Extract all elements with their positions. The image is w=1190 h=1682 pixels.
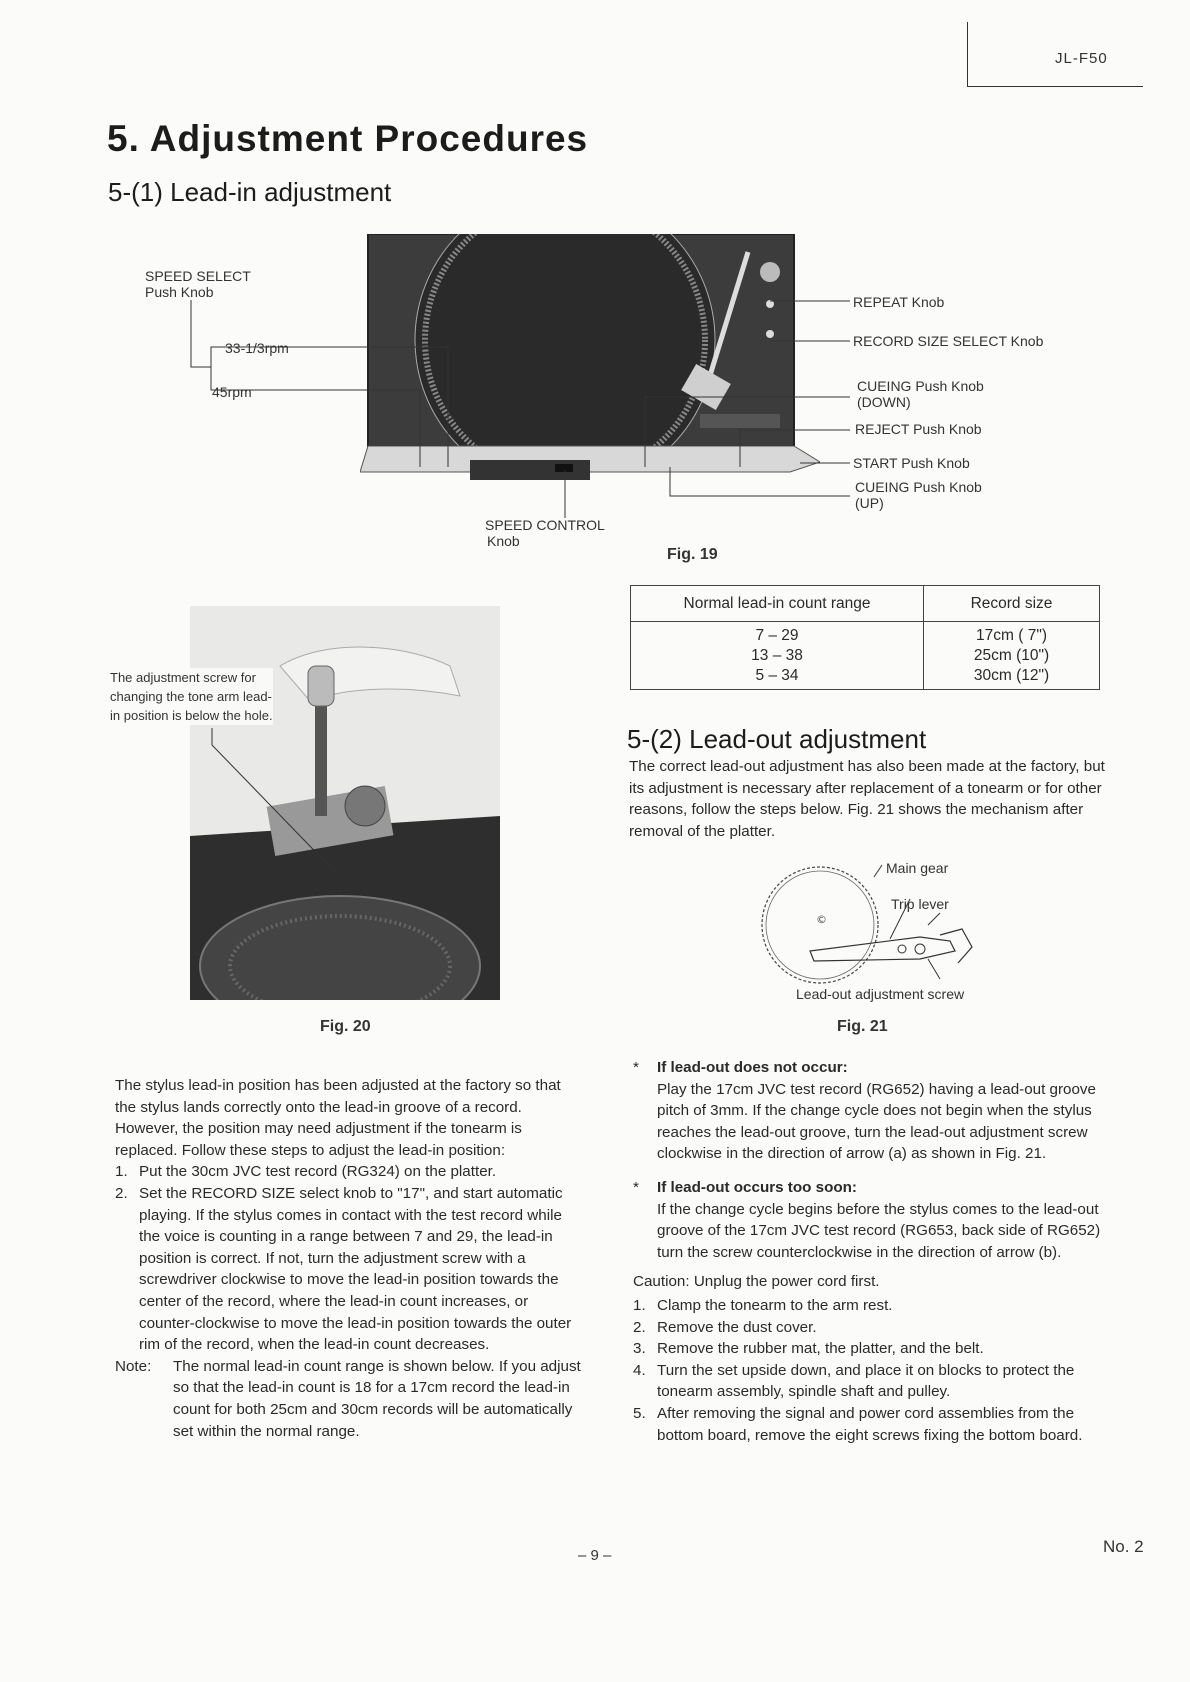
step-number: 1.	[633, 1296, 646, 1314]
step-text: Remove the rubber mat, the platter, and the belt.	[657, 1340, 984, 1358]
disassembly-step	[633, 1338, 1113, 1360]
case1-title: If lead-out does not occur:	[657, 1059, 848, 1076]
step-number: 2.	[633, 1318, 646, 1336]
disassembly-step	[633, 1360, 1113, 1403]
lead-in-count-table	[630, 585, 1100, 690]
label-repeat-knob: REPEAT Knob	[853, 294, 945, 310]
subsection-lead-out-title: 5-(2) Lead-out adjustment	[627, 724, 927, 754]
case2-text: If the change cycle begins before the stylus comes to the lead-out groove of the 17cm JVC test record (RG653, back side of RG652) turn the screw counterclockwise in the direction of arrow (b).	[657, 1200, 1101, 1261]
label-cueing-up: CUEING Push Knob	[855, 479, 982, 495]
disassembly-step	[633, 1317, 1113, 1339]
record-size-25cm: 25cm (10")	[973, 647, 1050, 664]
case-lead-out-too-soon	[633, 1177, 1113, 1263]
lead-in-step	[115, 1161, 585, 1183]
count-range-30cm: 5 – 34	[755, 667, 799, 684]
count-range-17cm: 7 – 29	[755, 627, 799, 644]
note-label: Note:	[115, 1357, 152, 1375]
page-number: – 9 –	[578, 1547, 612, 1564]
step-text: Turn the set upside down, and place it on blocks to protect the tonearm assembly, spindle shaft and pulley.	[657, 1361, 1075, 1401]
table-header-record-size: Record size	[924, 586, 1100, 622]
fig20-annotation	[110, 668, 273, 725]
label-cueing-down: CUEING Push Knob	[857, 378, 984, 394]
label-reject-knob: REJECT Push Knob	[855, 421, 982, 437]
label-start-knob: START Push Knob	[853, 455, 970, 471]
subsection-lead-in-title: 5-(1) Lead-in adjustment	[108, 177, 392, 207]
step-text: Clamp the tonearm to the arm rest.	[657, 1296, 893, 1314]
label-speed-control: SPEED CONTROL	[485, 517, 605, 533]
step-number: 1.	[115, 1163, 128, 1181]
label-trip-lever: Trip lever	[891, 896, 949, 912]
label-33rpm: 33-1/3rpm	[225, 340, 289, 356]
disassembly-steps	[633, 1295, 1113, 1446]
step-text: After removing the signal and power cord assemblies from the bottom board, remove the eight screws fixing the bottom board.	[657, 1404, 1083, 1444]
case2-title: If lead-out occurs too soon:	[657, 1178, 857, 1196]
caution-line	[633, 1271, 1113, 1293]
section-title: 5. Adjustment Procedures	[107, 118, 589, 159]
fig20-annotation-line-3: in position is below the hole.	[110, 708, 273, 723]
label-cueing-up-sub: (UP)	[855, 495, 884, 511]
case1-text: Play the 17cm JVC test record (RG652) having a lead-out groove pitch of 3mm. If the change cycle does not begin when the stylus reaches the lead-out groove, turn the lead-out adjustment screw clockwise in the direction of arrow (a) as shown in Fig. 21.	[657, 1080, 1096, 1163]
fig21-caption: Fig. 21	[837, 1018, 888, 1035]
step-number: 4.	[633, 1361, 646, 1379]
lead-in-instructions	[115, 1075, 585, 1442]
label-record-size-knob: RECORD SIZE SELECT Knob	[853, 333, 1044, 349]
bullet-star: *	[633, 1178, 639, 1196]
fig20-annotation-line-2: changing the tone arm lead-	[110, 689, 272, 704]
step-text: Remove the dust cover.	[657, 1318, 817, 1336]
step-number: 2.	[115, 1184, 128, 1202]
count-range-25cm: 13 – 38	[751, 647, 803, 664]
record-size-30cm: 30cm (12")	[973, 667, 1050, 684]
table-body-row	[631, 622, 1100, 690]
disassembly-step	[633, 1295, 1113, 1317]
lead-out-mechanism-diagram	[750, 855, 1010, 985]
lead-out-instructions	[633, 1057, 1113, 1446]
step-number: 3.	[633, 1340, 646, 1358]
lead-out-intro: The correct lead-out adjustment has also been made at the factory, but its adjustment is necessary after replacement of a tonearm or for other reasons, follow the steps below. Fig. 21 shows the mechanism after removal of the platter.	[629, 758, 1105, 840]
model-number: JL-F50	[1055, 50, 1108, 67]
lead-in-step	[115, 1183, 585, 1356]
bullet-star: *	[633, 1059, 639, 1076]
caution-label: Caution:	[633, 1273, 690, 1291]
fig20-leader-line	[0, 0, 500, 900]
label-lead-out-screw: Lead-out adjustment screw	[796, 986, 965, 1002]
label-speed-select-push: Push Knob	[145, 284, 214, 300]
fig20-annotation-line-1: The adjustment screw for	[110, 670, 256, 685]
label-cueing-down-sub: (DOWN)	[857, 394, 911, 410]
lead-in-steps	[115, 1161, 585, 1355]
table-size-cell	[924, 622, 1100, 690]
label-speed-control-knob: Knob	[487, 533, 520, 549]
record-size-17cm: 17cm ( 7")	[976, 627, 1047, 644]
svg-text:©: ©	[816, 913, 827, 926]
fig19-caption: Fig. 19	[667, 546, 718, 563]
label-45rpm: 45rpm	[212, 384, 252, 400]
lead-in-note	[115, 1356, 585, 1442]
fig20-caption: Fig. 20	[320, 1018, 371, 1035]
label-speed-select: SPEED SELECT	[145, 268, 251, 284]
lead-in-intro: The stylus lead-in position has been adjusted at the factory so that the stylus lands correctly onto the lead-in groove of a record. However, the position may need adjustment if the tonearm is replaced. Follow these steps to adjust the lead-in position:	[115, 1077, 561, 1159]
step-number: 5.	[633, 1404, 646, 1422]
caution-text: Unplug the power cord first.	[693, 1273, 880, 1291]
step-text: Put the 30cm JVC test record (RG324) on the platter.	[139, 1163, 497, 1181]
table-count-cell	[631, 622, 924, 690]
label-main-gear: Main gear	[886, 860, 949, 876]
step-text: Set the RECORD SIZE select knob to "17", and start automatic playing. If the stylus comes in contact with the test record while the voice is counting in a range between 7 and 29, the lead-in position is correct. If not, turn the adjustment screw with a screwdriver clockwise to move the lead-in position towards the center of the record, where the lead-in count increases, or counter-clockwise to move the lead-in position towards the outer rim of the record, when the lead-in count decreases.	[139, 1184, 572, 1354]
case-no-lead-out	[633, 1057, 1113, 1165]
disassembly-step	[633, 1403, 1113, 1446]
table-header-count-range: Normal lead-in count range	[631, 586, 924, 622]
note-text: The normal lead-in count range is shown below. If you adjust so that the lead-in count is 18 for a 17cm record the lead-in count for both 25cm and 30cm records will be automatically set within the normal range.	[173, 1357, 581, 1440]
document-number: No. 2	[1103, 1537, 1144, 1556]
